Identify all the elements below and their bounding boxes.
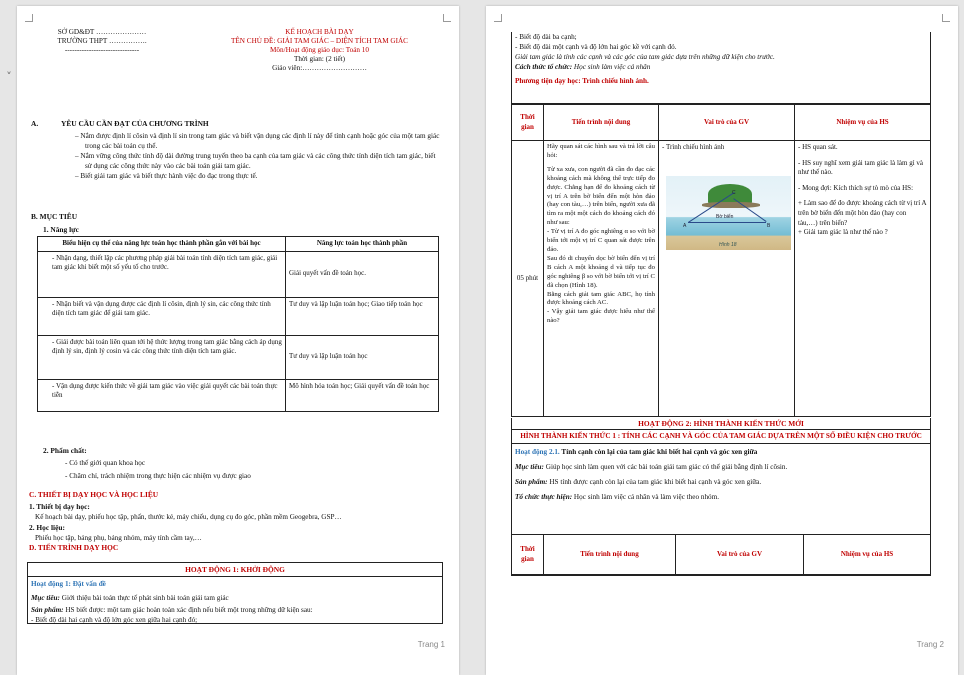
section-a-list — [61, 131, 441, 181]
content-cell — [544, 141, 659, 417]
goal-label: Mục tiêu: — [31, 594, 60, 602]
margin-mark-icon — [942, 14, 950, 22]
shore-label: Bờ biển — [716, 214, 734, 220]
margin-mark-icon — [494, 14, 502, 22]
content-paragraph: - Từ vị trí A đo góc nghiêng α so với bờ biển tới một vị trí C quan sát được trên đảo. — [547, 228, 655, 253]
table-header: Vai trò của GV — [659, 105, 795, 141]
point-a-label: A — [683, 223, 687, 229]
table-header: Biểu hiện cụ thể của năng lực toán học thành phần gắn với bài học — [38, 237, 286, 252]
list-item: - Chăm chỉ, trách nhiệm trong thực hiện các nhiệm vụ được giao — [65, 472, 251, 480]
list-item-text: Nắm được định lí côsin và định lí sin trong tam giác và biết vận dụng các định lí này để tính cạnh hoặc góc của một tam giác trong các bài toán cụ thể. — [80, 132, 440, 150]
method-label: Cách thức tổ chức: — [515, 63, 573, 71]
table-cell: Tư duy và lập luận toán học; Giao tiếp toán học — [286, 297, 439, 335]
school-line: TRƯỜNG THPT ……………. — [57, 37, 147, 45]
table-row — [38, 297, 439, 335]
student-task-cell — [795, 141, 931, 417]
list-item-text: Biết giải tam giác và biết thực hành việc đo đạc trong thực tế. — [80, 172, 258, 180]
competence-table — [37, 236, 439, 412]
activity-2-product — [512, 477, 930, 487]
island-distance-figure — [666, 176, 791, 250]
content-paragraph: Sau đó di chuyển dọc bờ biển đến vị trí B cách A một khoảng d và tiếp tục đo góc nghiêng β so với bờ biển tới vị trí C đã chọn (Hình 18). — [547, 254, 655, 289]
content-paragraph: Từ xa xưa, con người đã cần đo đạc các khoảng cách mà không thể trực tiếp đo được. Chẳng hạn để đo khoảng cách từ vị trí A trên bờ biển đến một hòn đảo (hay con tàu,…) trên biển, người xưa đã tìm ra một một cách đo khoảng cách đó như sau: — [547, 165, 655, 227]
equipment-text: Kế hoạch bài dạy, phiếu học tập, phấn, thước kẻ, máy chiếu, dụng cụ đo góc, phần mềm Geogebra, GSP… — [35, 513, 342, 521]
activity-1-product — [28, 605, 442, 615]
section-b-title: B. MỤC TIÊU — [31, 212, 78, 221]
content-paragraph: - Vậy giải tam giác được hiểu như thế nào? — [547, 308, 655, 325]
dept-line: SỞ GD&ĐT ………………… — [57, 28, 147, 36]
teacher-line: Giáo viên:……………………… — [272, 64, 367, 72]
activity-1-table — [511, 104, 931, 417]
solving-definition: Giải tam giác là tính các cạnh và các góc của tam giác dựa trên những dữ kiện cho trước. — [515, 53, 775, 61]
table-cell: - Nhận dạng, thiết lập các phương pháp giải bài toán tính diện tích tam giác, giải tam giác khi biết một số yếu tố cho trước. — [38, 251, 286, 297]
student-task-text: + Làm sao để đo được khoảng cách từ vị trí A trên bờ biển đến một hòn đảo (hay con tàu,…) trên biển? — [798, 199, 927, 227]
equipment-heading: 1. Thiết bị dạy học: — [29, 502, 90, 511]
activity-2-table — [511, 534, 931, 575]
table-cell: - Vận dụng được kiến thức về giải tam giác vào việc giải quyết các bài toán thực tiễn — [38, 379, 286, 411]
activity-2-1-title — [512, 447, 930, 457]
activity-1-box — [27, 562, 443, 624]
list-item: – Biết giải tam giác và biết thực hành việc đo đạc trong thực tế. — [75, 172, 258, 180]
activity-1-item: - Biết độ dài hai cạnh và độ lớn góc xen giữa hai cạnh đó; — [31, 616, 198, 624]
section-a-title: YÊU CẦU CẦN ĐẠT CỦA CHƯƠNG TRÌNH — [61, 119, 209, 128]
page-number: Trang 1 — [417, 640, 445, 649]
duration-line: Thời gian: (2 tiết) — [293, 55, 346, 63]
list-item: – Nắm được định lí côsin và định lí sin trong tam giác và biết vận dụng các định lí này để tính cạnh hoặc góc của một tam giác trong các bài toán cụ thể. — [75, 132, 440, 150]
document-page-2 — [486, 6, 958, 675]
table-cell: Tư duy và lập luận toán học — [286, 335, 439, 379]
list-item: – Nắm vững công thức tính độ dài đường trung tuyến theo ba cạnh của tam giác và các công thức tính diện tích tam giác, biết sử dụng các công thức này vào các bài toán giải tam giác. — [75, 152, 436, 170]
qualities-list — [65, 458, 251, 481]
activity-1-goal — [28, 593, 442, 603]
subject-line: Môn/Hoạt động giáo dục: Toán 10 — [270, 46, 369, 54]
table-row — [38, 251, 439, 297]
point-b-label: B — [767, 223, 771, 229]
table-header: Tiến trình nội dung — [544, 535, 676, 575]
activity-1-header: HOẠT ĐỘNG 1: KHỞI ĐỘNG — [28, 563, 442, 577]
competence-heading: 1. Năng lực — [43, 225, 79, 234]
time-cell: 05 phút — [512, 141, 544, 417]
activity-title: Tính cạnh còn lại của tam giác khi biết hai cạnh và góc xen giữa — [559, 448, 758, 456]
content-paragraph: Bằng cách giải tam giác ABC, họ tính được khoảng cách AC. — [547, 290, 655, 307]
method-label: Tổ chức thực hiện: — [515, 493, 573, 501]
knowledge-1-header: HÌNH THÀNH KIẾN THỨC 1 : TÍNH CÁC CẠNH VÀ GÓC CỦA TAM GIÁC DỰA TRÊN MỘT SỐ ĐIỀU KIỆN CHO TRƯỚC — [512, 430, 930, 444]
method-line — [512, 62, 930, 72]
list-item: - Có thế giới quan khoa học — [65, 459, 146, 467]
document-page-1 — [17, 6, 459, 675]
figure-caption: Hình 18 — [719, 242, 737, 248]
student-task-text: - Mong đợi: Kích thích sự tò mò của HS: — [798, 183, 914, 192]
table-cell: Giải quyết vấn đề toán học. — [286, 251, 439, 297]
method-text: Học sinh làm việc cá nhân và làm việc theo nhóm. — [572, 493, 720, 501]
materials-text: Phiếu học tập, bảng phụ, bảng nhóm, máy tính cầm tay,… — [35, 534, 202, 542]
scroll-chevron-icon[interactable]: ˅ — [6, 70, 12, 83]
activity-2-header: HOẠT ĐỘNG 2: HÌNH THÀNH KIẾN THỨC MỚI — [512, 418, 930, 430]
goal-text: Giới thiệu bài toán thực tế phát sinh bài toán giải tam giác — [59, 594, 229, 602]
page-number: Trang 2 — [916, 640, 944, 649]
materials-heading: 2. Học liệu: — [29, 523, 65, 532]
list-item-text: Nắm vững công thức tính độ dài đường trung tuyến theo ba cạnh của tam giác và các công thức tính diện tích tam giác, biết sử dụng các công thức này vào các bài toán giải tam giác. — [80, 152, 436, 170]
table-cell: Mô hình hóa toán học; Giải quyết vấn đề toán học — [286, 379, 439, 411]
table-header: Nhiệm vụ của HS — [795, 105, 931, 141]
section-d-title: D. TIẾN TRÌNH DẠY HỌC — [29, 543, 119, 552]
table-cell: - Giải được bài toán liên quan tới hệ thức lượng trong tam giác bằng cách áp dụng định lý sin, định lý cosin và các công thức tính diện tích tam giác. — [38, 335, 286, 379]
table-row — [38, 379, 439, 411]
activity-1-subtitle: Hoạt động 1: Đặt vấn đề — [31, 580, 106, 588]
teacher-role-text: - Trình chiếu hình ảnh — [662, 143, 725, 151]
table-header: Vai trò của GV — [676, 535, 804, 575]
product-label: Sản phẩm: — [515, 478, 548, 486]
table-header: Nhiệm vụ của HS — [804, 535, 931, 575]
table-cell: - Nhận biết và vận dụng được các định lí côsin, định lý sin, các công thức tính diện tích tam giác để giải tam giác. — [38, 297, 286, 335]
goal-label: Mục tiêu: — [515, 463, 544, 471]
topic-title: TÊN CHỦ ĐỀ: GIẢI TAM GIÁC – DIỆN TÍCH TAM GIÁC — [231, 37, 408, 45]
product-text: HS tính được cạnh còn lại của tam giác khi biết hai cạnh và góc xen giữa. — [547, 478, 762, 486]
product-label: Sản phẩm: — [31, 606, 64, 614]
activity-2-method — [512, 492, 930, 502]
product-text: HS biết được: một tam giác hoàn toàn xác định nếu biết một trong những dữ kiện sau: — [63, 606, 313, 614]
table-header: Năng lực toán học thành phần — [286, 237, 439, 252]
school-header — [37, 28, 167, 55]
condition-line: - Biết độ dài ba cạnh; — [515, 33, 577, 41]
student-task-text: + Giải tam giác là như thế nào ? — [798, 228, 888, 237]
qualities-heading: 2. Phẩm chất: — [43, 446, 87, 455]
activity-2-goal — [512, 462, 930, 472]
condition-line: - Biết độ dài một cạnh và độ lớn hai góc kề với cạnh đó. — [515, 43, 677, 51]
media-line: Phương tiện dạy học: Trình chiếu hình ảnh. — [515, 77, 649, 85]
divider-line: ------------------------------- — [64, 46, 140, 54]
activity-2-box — [511, 418, 931, 576]
point-c-label: C — [732, 190, 736, 196]
lesson-plan-title: KẾ HOẠCH BÀI DẠY — [285, 28, 354, 36]
table-row — [38, 335, 439, 379]
margin-mark-icon — [443, 14, 451, 22]
student-task-text: - HS suy nghĩ xem giải tam giác là làm gì và như thế nào. — [798, 158, 924, 177]
goal-text: Giúp học sinh làm quen với các bài toán giải tam giác có thể giải bằng định lí côsin. — [543, 463, 788, 471]
section-a-label: A. — [31, 119, 39, 128]
table-header: Thời gian — [512, 535, 544, 575]
table-header: Thời gian — [512, 105, 544, 141]
content-paragraph: Hãy quan sát các hình sau và trả lời câu hỏi: — [547, 143, 655, 159]
student-task-text: - HS quan sát. — [798, 143, 838, 151]
table-header: Tiến trình nội dung — [544, 105, 659, 141]
lesson-header — [197, 28, 442, 73]
margin-mark-icon — [25, 14, 33, 22]
method-text: Học sinh làm việc cá nhân — [572, 63, 651, 71]
activity-1-continued — [511, 32, 931, 104]
baseline-ab — [688, 222, 766, 223]
section-c-title: C. THIẾT BỊ DẠY HỌC VÀ HỌC LIỆU — [29, 490, 159, 499]
activity-label: Hoạt động 2.1. — [515, 448, 560, 456]
